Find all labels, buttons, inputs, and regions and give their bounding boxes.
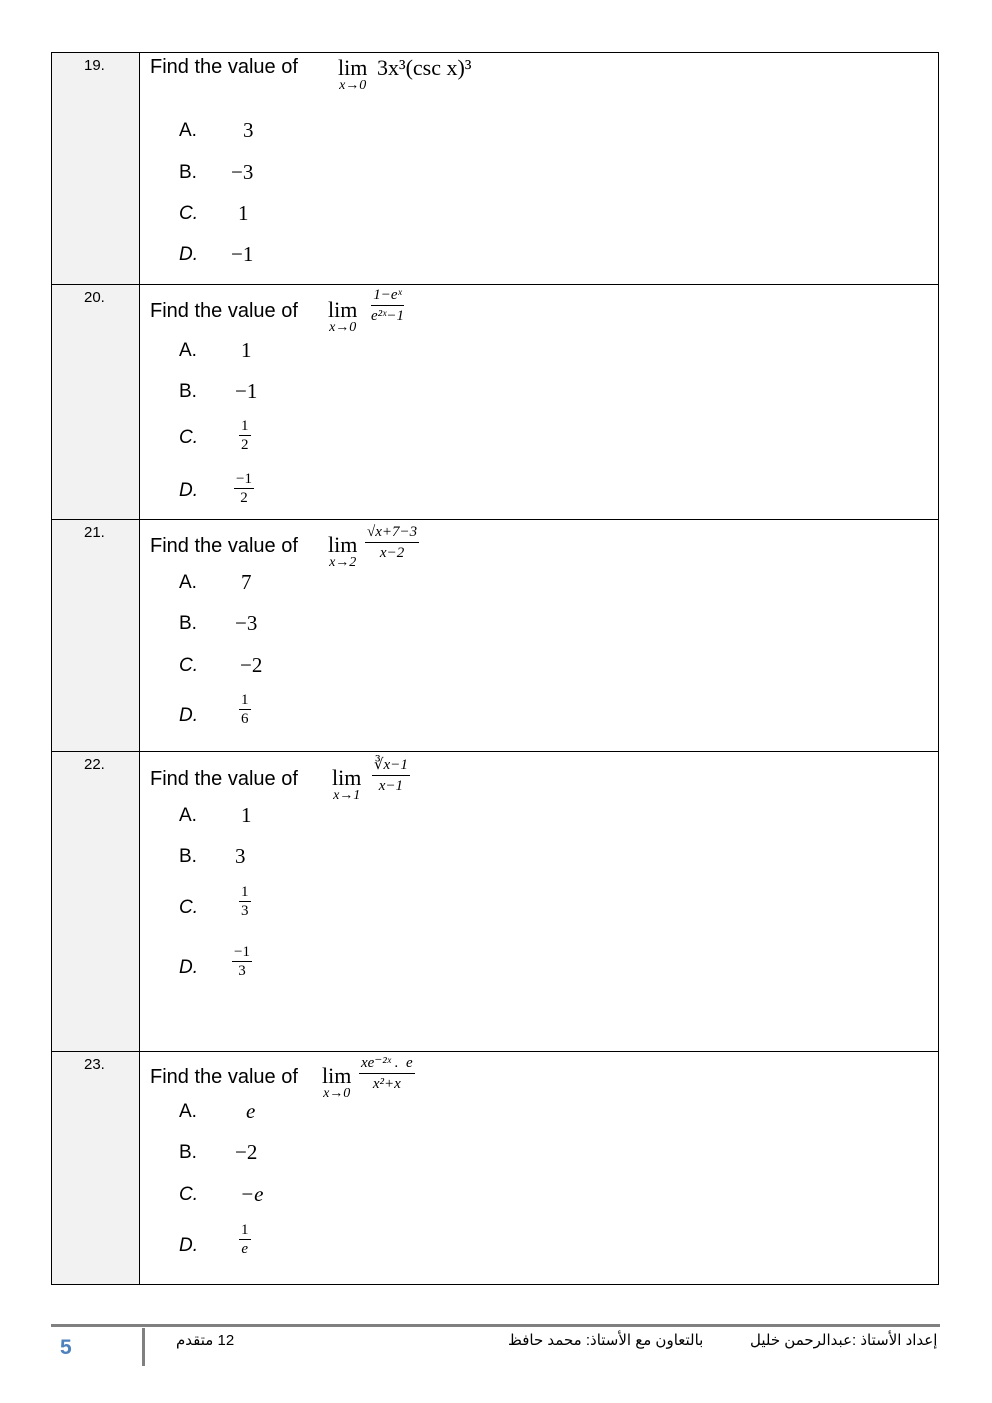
option-value: −e — [240, 1182, 264, 1206]
option-letter: D. — [179, 705, 198, 726]
option-letter: C. — [179, 203, 198, 224]
limit-fraction — [372, 756, 410, 795]
footer-divider — [51, 1324, 940, 1327]
option-value: 3 — [243, 118, 254, 142]
option-letter: B. — [179, 846, 197, 867]
option-letter: C. — [179, 897, 198, 918]
option-letter: B. — [179, 381, 197, 402]
option-letter: D. — [179, 480, 198, 501]
limit-operator: lim x→0 — [328, 297, 358, 335]
question-prompt: Find the value of — [150, 300, 298, 322]
question-body-cell — [140, 520, 938, 751]
question-table — [51, 52, 939, 1285]
option-letter: B. — [179, 162, 197, 183]
limit-operator: lim x→2 — [328, 532, 358, 570]
question-row-23 — [52, 1052, 938, 1285]
option-letter: A. — [179, 572, 197, 593]
question-body-cell — [140, 752, 938, 1051]
option-fraction: 1 6 — [241, 692, 249, 727]
question-number-cell — [52, 1052, 140, 1284]
option-value: −2 — [240, 653, 263, 677]
option-fraction: −1 3 — [234, 944, 250, 979]
option-letter: A. — [179, 120, 197, 141]
fraction-denominator: x²+x — [372, 1076, 401, 1092]
limit-fraction — [359, 1054, 415, 1093]
fraction-denominator: x−2 — [379, 545, 405, 561]
fraction-denominator: x−1 — [378, 778, 404, 794]
option-letter: B. — [179, 1142, 197, 1163]
question-prompt: Find the value of — [150, 56, 298, 78]
option-letter: C. — [179, 427, 198, 448]
question-body-cell — [140, 53, 938, 284]
question-number: 21. — [84, 524, 105, 541]
option-letter: C. — [179, 1184, 198, 1205]
question-prompt: Find the value of — [150, 768, 298, 790]
footer-author: إعداد الأستاذ :عبدالرحمن خليل — [750, 1332, 938, 1349]
option-letter: D. — [179, 957, 198, 978]
fraction-numerator: √x+7−3 — [365, 523, 419, 543]
option-letter: D. — [179, 244, 198, 265]
question-number-cell — [52, 53, 140, 284]
page-number: 5 — [60, 1336, 72, 1359]
question-number-cell — [52, 520, 140, 751]
question-number-cell — [52, 752, 140, 1051]
option-value: 7 — [241, 570, 252, 594]
option-letter: A. — [179, 340, 197, 361]
option-letter: D. — [179, 1235, 198, 1256]
footer-separator — [142, 1328, 145, 1366]
question-row-20 — [52, 285, 938, 520]
option-fraction: 1 e — [241, 1222, 249, 1257]
fraction-numerator: xe⁻²ˣ . e — [359, 1054, 415, 1074]
question-row-22 — [52, 752, 938, 1052]
fraction-numerator: ∛x−1 — [372, 756, 410, 776]
question-number: 20. — [84, 289, 105, 306]
question-row-19 — [52, 53, 938, 285]
option-value: −1 — [231, 242, 254, 266]
question-number-cell — [52, 285, 140, 519]
option-letter: A. — [179, 805, 197, 826]
option-value: e — [246, 1099, 256, 1123]
option-value: 1 — [241, 803, 252, 827]
question-prompt: Find the value of — [150, 1066, 298, 1088]
footer-collaboration: بالتعاون مع الأستاذ: محمد حافظ — [508, 1332, 704, 1349]
question-number: 19. — [84, 57, 105, 74]
limit-fraction — [365, 523, 419, 562]
footer-grade: 12 متقدم — [176, 1332, 235, 1349]
limit-operator: lim x→1 — [332, 765, 362, 803]
question-number: 23. — [84, 1056, 105, 1073]
question-body-cell — [140, 285, 938, 519]
option-value: 3 — [235, 844, 246, 868]
limit-expression: 3x³(csc x)³ — [377, 55, 472, 80]
option-letter: B. — [179, 613, 197, 634]
option-value: 1 — [238, 201, 249, 225]
fraction-denominator: e²ˣ−1 — [371, 308, 405, 324]
option-letter: A. — [179, 1101, 197, 1122]
question-prompt: Find the value of — [150, 535, 298, 557]
fraction-numerator: 1−eˣ — [371, 286, 404, 306]
question-body-cell — [140, 1052, 938, 1284]
option-value: −3 — [235, 611, 258, 635]
limit-operator: lim x→0 — [338, 55, 368, 93]
option-value: −2 — [235, 1140, 258, 1164]
option-value: 1 — [241, 338, 252, 362]
option-value: −3 — [231, 160, 254, 184]
question-row-21 — [52, 520, 938, 752]
option-letter: C. — [179, 655, 198, 676]
limit-operator: lim x→0 — [322, 1063, 352, 1101]
option-value: −1 — [235, 379, 258, 403]
option-fraction: −1 2 — [236, 471, 252, 506]
question-number: 22. — [84, 756, 105, 773]
option-fraction: 1 2 — [241, 418, 249, 453]
option-fraction: 1 3 — [241, 884, 249, 919]
limit-fraction — [371, 286, 404, 325]
